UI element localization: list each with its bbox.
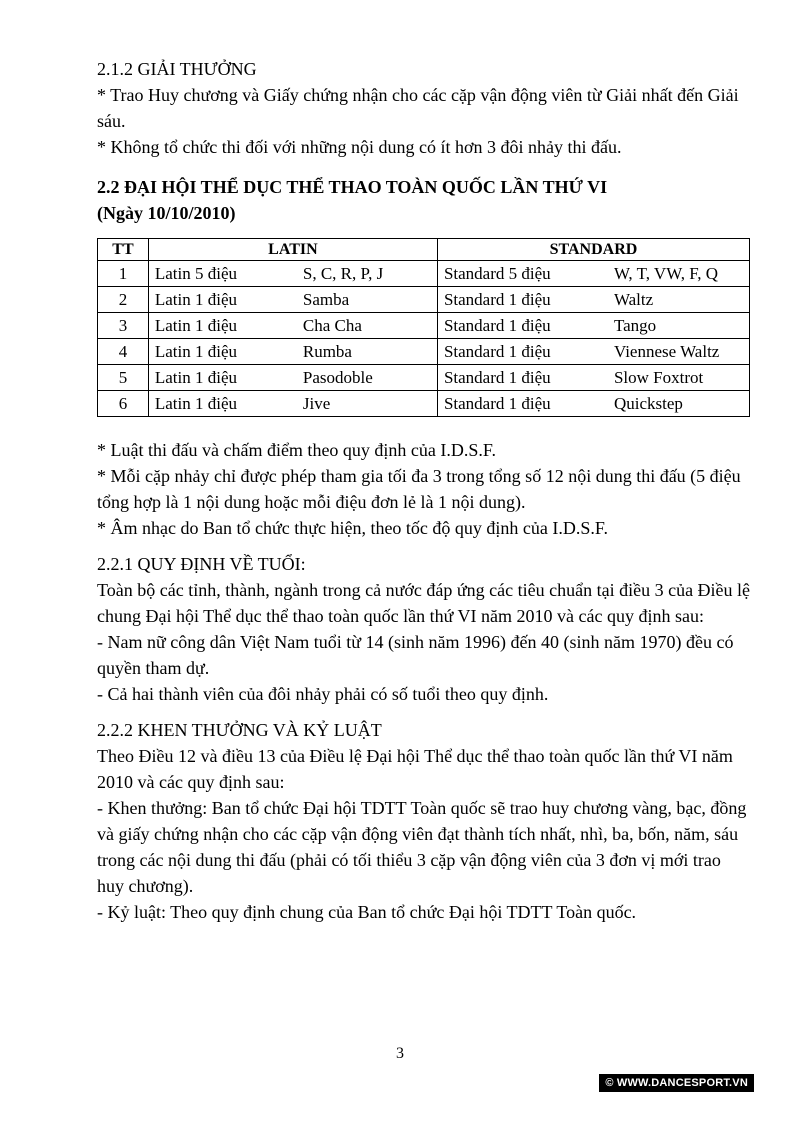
latin-dance: S, C, R, P, J (302, 264, 384, 283)
standard-dance: W, T, VW, F, Q (613, 264, 719, 283)
section-heading-2-1-2: 2.1.2 GIẢI THƯỞNG (97, 59, 257, 79)
cell-latin (148, 365, 437, 391)
cell-tt: 6 (98, 391, 149, 417)
standard-dance: Viennese Waltz (613, 342, 720, 361)
header-standard: STANDARD (437, 239, 749, 261)
standard-dance: Tango (613, 316, 657, 335)
standard-name: Standard 1 điệu (443, 368, 551, 387)
standard-dance: Slow Foxtrot (613, 368, 704, 387)
cell-tt: 4 (98, 339, 149, 365)
cell-latin (148, 313, 437, 339)
cell-standard (437, 313, 749, 339)
latin-dance: Rumba (302, 342, 352, 361)
document-page (97, 56, 752, 925)
standard-name: Standard 1 điệu (443, 316, 551, 335)
header-tt: TT (98, 239, 149, 261)
latin-dance: Cha Cha (302, 316, 362, 335)
paragraph: - Cả hai thành viên của đôi nhảy phải có số tuổi theo quy định. (97, 684, 549, 704)
table-row (98, 391, 750, 417)
latin-dance: Pasodoble (302, 368, 373, 387)
cell-tt: 1 (98, 261, 149, 287)
note-rules: * Luật thi đấu và chấm điểm theo quy định của I.D.S.F. (97, 440, 496, 460)
cell-standard (437, 365, 749, 391)
table-row (98, 365, 750, 391)
standard-name: Standard 1 điệu (443, 342, 551, 361)
cell-standard (437, 287, 749, 313)
latin-name: Latin 1 điệu (154, 368, 238, 387)
table-header-row (98, 239, 750, 261)
standard-dance: Waltz (613, 290, 654, 309)
section-date: (Ngày 10/10/2010) (97, 203, 236, 223)
standard-name: Standard 5 điệu (443, 264, 551, 283)
cell-latin (148, 261, 437, 287)
cell-standard (437, 391, 749, 417)
section-heading-2-2-2: 2.2.2 KHEN THƯỞNG VÀ KỶ LUẬT (97, 720, 382, 740)
page-number: 3 (396, 1045, 404, 1062)
cell-latin (148, 287, 437, 313)
paragraph: * Không tổ chức thi đối với những nội dung có ít hơn 3 đôi nhảy thi đấu. (97, 137, 622, 157)
table-row (98, 261, 750, 287)
cell-tt: 3 (98, 313, 149, 339)
table-row (98, 339, 750, 365)
cell-tt: 5 (98, 365, 149, 391)
standard-name: Standard 1 điệu (443, 394, 551, 413)
latin-dance: Samba (302, 290, 350, 309)
latin-name: Latin 5 điệu (154, 264, 238, 283)
paragraph: - Khen thưởng: Ban tổ chức Đại hội TDTT Toàn quốc sẽ trao huy chương vàng, bạc, đồng và giấy chứng nhận cho các cặp vận động viên đạt thành tích nhất, nhì, ba, bốn, năm, sáu trong các nội dung thi đấu (phải có tối thiểu 3 cặp vận động viên của 3 đơn vị mới trao huy chương). (97, 798, 747, 896)
watermark-badge: © WWW.DANCESPORT.VN (599, 1074, 754, 1092)
cell-standard (437, 261, 749, 287)
table-row (98, 287, 750, 313)
dance-events-table (97, 238, 750, 417)
latin-dance: Jive (302, 394, 331, 413)
standard-name: Standard 1 điệu (443, 290, 551, 309)
section-title-2-2: 2.2 ĐẠI HỘI THỂ DỤC THỂ THAO TOÀN QUỐC LẦN THỨ VI (97, 177, 608, 197)
cell-standard (437, 339, 749, 365)
latin-name: Latin 1 điệu (154, 342, 238, 361)
standard-dance: Quickstep (613, 394, 683, 413)
section-heading-2-2-1: 2.2.1 QUY ĐỊNH VỀ TUỔI: (97, 554, 306, 574)
paragraph: * Trao Huy chương và Giấy chứng nhận cho các cặp vận động viên từ Giải nhất đến Giải sáu. (97, 85, 739, 131)
paragraph: - Nam nữ công dân Việt Nam tuổi từ 14 (sinh năm 1996) đến 40 (sinh năm 1970) đều có quyền tham dự. (97, 632, 734, 678)
cell-tt: 2 (98, 287, 149, 313)
note-limit: * Mỗi cặp nhảy chỉ được phép tham gia tối đa 3 trong tổng số 12 nội dung thi đấu (5 điệu tổng hợp là 1 nội dung hoặc mỗi điệu đơn lẻ là 1 nội dung). (97, 466, 741, 512)
table-row (98, 313, 750, 339)
note-music: * Âm nhạc do Ban tổ chức thực hiện, theo tốc độ quy định của I.D.S.F. (97, 518, 608, 538)
cell-latin (148, 339, 437, 365)
latin-name: Latin 1 điệu (154, 316, 238, 335)
paragraph: Theo Điều 12 và điều 13 của Điều lệ Đại hội Thể dục thể thao toàn quốc lần thứ VI năm 2010 và các quy định sau: (97, 746, 733, 792)
paragraph: Toàn bộ các tỉnh, thành, ngành trong cả nước đáp ứng các tiêu chuẩn tại điều 3 của Điều lệ chung Đại hội Thể dục thể thao toàn quốc lần thứ VI năm 2010 và các quy định sau: (97, 580, 751, 626)
paragraph: - Kỷ luật: Theo quy định chung của Ban tổ chức Đại hội TDTT Toàn quốc. (97, 902, 637, 922)
latin-name: Latin 1 điệu (154, 290, 238, 309)
latin-name: Latin 1 điệu (154, 394, 238, 413)
header-latin: LATIN (148, 239, 437, 261)
cell-latin (148, 391, 437, 417)
